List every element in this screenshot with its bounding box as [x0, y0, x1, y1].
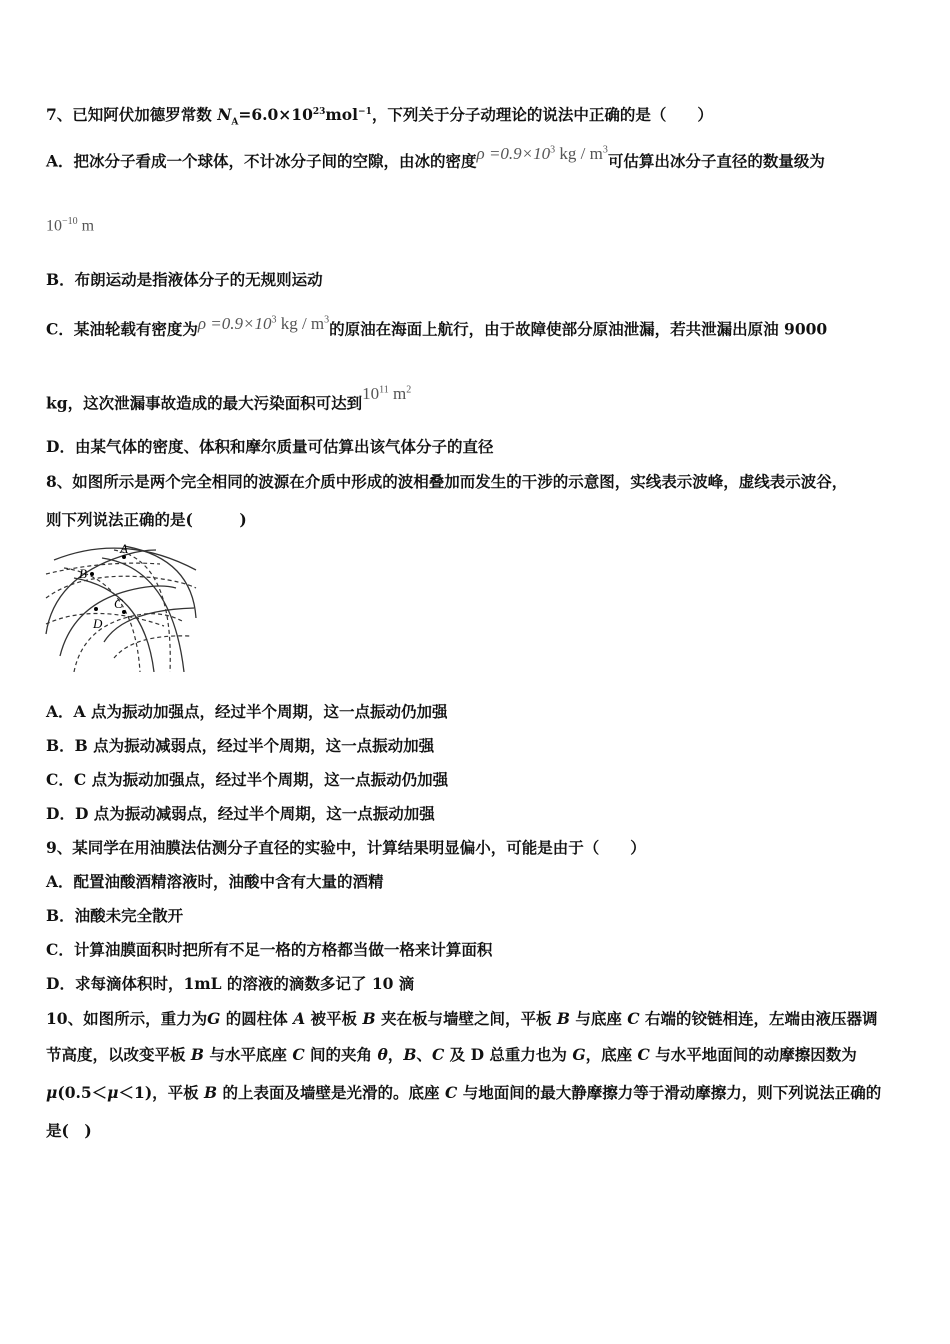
q10-text: ， — [387, 1045, 404, 1064]
q10-text: 的上表面及墙壁是光滑的。底座 — [217, 1083, 445, 1102]
diameter-base: 10 — [46, 217, 62, 235]
q10-text: 夹在板与墙壁之间，平板 — [375, 1009, 557, 1028]
density-unit-exponent: 3 — [602, 144, 608, 155]
var-b: B — [204, 1083, 218, 1102]
var-b: B — [362, 1009, 376, 1028]
q10-text: 与地面间的最大静摩擦力等于滑动摩擦力，则下列说法正确的 — [457, 1083, 882, 1102]
q9-stem: 9、某同学在用油膜法估测分子直径的实验中，计算结果明显偏小，可能是由于（ ） — [46, 838, 646, 857]
q10-text: 10、如图所示，重力为 — [46, 1009, 208, 1028]
avogadro-exponent: 23 — [312, 107, 326, 117]
label-c: C — [114, 596, 123, 611]
crest-arc-7 — [104, 608, 194, 642]
oil-density-text: ρ =0.9×10 — [197, 313, 272, 333]
var-c: C — [637, 1045, 650, 1064]
area-unit-exponent: 2 — [406, 384, 412, 395]
q8-option-d: D．D 点为振动减弱点，经过半个周期，这一点振动加强 — [46, 804, 435, 823]
avogadro-symbol: N — [217, 105, 232, 125]
trough-arc-3 — [46, 613, 164, 626]
label-b: B — [79, 566, 87, 581]
avogadro-value: =6.0×10 — [238, 105, 313, 125]
q9-option-a: A．配置油酸酒精溶液时，油酸中含有大量的酒精 — [46, 872, 384, 891]
point-b-dot — [90, 572, 94, 576]
q7-option-c-text: C．某油轮载有密度为 — [46, 319, 198, 339]
q10-text: 的圆柱体 — [220, 1009, 294, 1028]
var-g: G — [207, 1009, 221, 1028]
q7-option-b: B．布朗运动是指液体分子的无规则运动 — [46, 270, 323, 289]
var-mu: μ — [46, 1083, 58, 1102]
q9-option-c: C．计算油膜面积时把所有不足一格的方格都当做一格来计算面积 — [46, 940, 493, 959]
point-d-dot — [94, 607, 98, 611]
q10-text: 与水平地面间的动摩擦因数为 — [649, 1045, 857, 1064]
q8-stem-cont: 则下列说法正确的是( ) — [46, 510, 247, 529]
oil-density-unit: kg / m — [276, 313, 325, 333]
q7-option-a-text: A．把冰分子看成一个球体，不计冰分子间的空隙，由冰的密度 — [46, 151, 477, 171]
trough-arc-1 — [46, 563, 160, 574]
trough-arc-4 — [74, 614, 184, 672]
avogadro-subscript: A — [231, 117, 239, 128]
q10-text: ＜1)，平板 — [118, 1083, 205, 1102]
oil-density-exponent: 3 — [271, 314, 277, 325]
q10-text: 与水平底座 — [204, 1045, 293, 1064]
var-c: C — [292, 1045, 305, 1064]
var-b: B — [190, 1045, 205, 1064]
q10-stem-line2 — [46, 1045, 857, 1065]
var-b: B — [403, 1045, 417, 1064]
area-exponent: 11 — [379, 384, 389, 395]
q9-option-b: B．油酸未完全散开 — [46, 906, 184, 925]
q10-text: 与底座 — [569, 1009, 628, 1028]
density-exponent: 3 — [550, 144, 556, 155]
q7-option-a — [46, 143, 825, 172]
q10-text: 被平板 — [305, 1009, 363, 1028]
var-b: B — [556, 1009, 570, 1028]
var-g: G — [572, 1045, 586, 1064]
var-mu: μ — [107, 1083, 119, 1102]
q10-text: ，底座 — [585, 1045, 638, 1064]
wave-interference-figure — [44, 538, 200, 672]
var-theta: θ — [377, 1045, 388, 1064]
var-c: C — [627, 1009, 640, 1028]
q10-text: 及 D 总重力也为 — [444, 1045, 573, 1064]
q10-stem-line4: 是( ) — [46, 1121, 92, 1140]
q10-stem-line1 — [46, 1009, 878, 1029]
density-formula-text: ρ =0.9×10 — [476, 143, 551, 163]
area-base: 10 — [362, 383, 380, 403]
var-c: C — [444, 1083, 458, 1102]
ice-diameter-value — [46, 212, 94, 236]
q10-text: 右端的铰链相连，左端由液压器调 — [639, 1009, 878, 1028]
area-unit: m — [388, 383, 407, 403]
q7-stem — [46, 102, 713, 132]
q10-stem-line3 — [46, 1083, 881, 1103]
q9-option-d: D．求每滴体积时，1mL 的溶液的滴数多记了 10 滴 — [46, 974, 415, 993]
density-unit: kg / m — [555, 143, 603, 163]
q7-stem-text: 7、已知阿伏加德罗常数 — [46, 105, 218, 125]
ice-density-formula — [477, 144, 608, 163]
q7-stem-end: ，下列关于分子动理论的说法中正确的是（ ） — [371, 105, 713, 125]
crest-arc-6 — [124, 546, 196, 618]
q8-option-a: A．A 点为振动加强点，经过半个周期，这一点振动仍加强 — [46, 702, 448, 721]
q7-option-d: D．由某气体的密度、体积和摩尔质量可估算出该气体分子的直径 — [46, 437, 494, 456]
q7-option-a-text-end: 可估算出冰分子直径的数量级为 — [607, 151, 825, 171]
avogadro-unit: mol — [325, 105, 359, 125]
var-a: A — [293, 1009, 306, 1028]
label-d: D — [93, 616, 103, 631]
avogadro-unit-exponent: −1 — [358, 107, 372, 117]
var-c: C — [431, 1045, 445, 1064]
q7-option-c-text-end: 的原油在海面上航行，由于故障使部分原油泄漏，若共泄漏出原油 9000 — [329, 319, 828, 339]
label-a: A — [120, 541, 128, 556]
pollution-area-value — [362, 384, 411, 403]
q7-option-c-cont — [46, 383, 412, 414]
q10-text: (0.5＜ — [57, 1083, 108, 1102]
q8-option-c: C．C 点为振动加强点，经过半个周期，这一点振动仍加强 — [46, 770, 449, 789]
oil-density-formula — [198, 314, 329, 333]
q8-option-b: B．B 点为振动减弱点，经过半个周期，这一点振动加强 — [46, 736, 435, 755]
diameter-exponent: −10 — [62, 216, 78, 227]
oil-density-unit-exponent: 3 — [324, 314, 330, 325]
q7-option-c-text3: kg，这次泄漏事故造成的最大污染面积可达到 — [46, 393, 363, 413]
q10-text: 节高度，以改变平板 — [46, 1045, 191, 1064]
q10-text: 间的夹角 — [304, 1045, 378, 1064]
q10-text: 、 — [416, 1045, 432, 1064]
q8-stem: 8、如图所示是两个完全相同的波源在介质中形成的波相叠加而发生的干涉的示意图，实线表示波峰，虚线表示波谷， — [46, 472, 848, 491]
q7-option-c — [46, 313, 828, 340]
diameter-unit: m — [77, 217, 95, 235]
